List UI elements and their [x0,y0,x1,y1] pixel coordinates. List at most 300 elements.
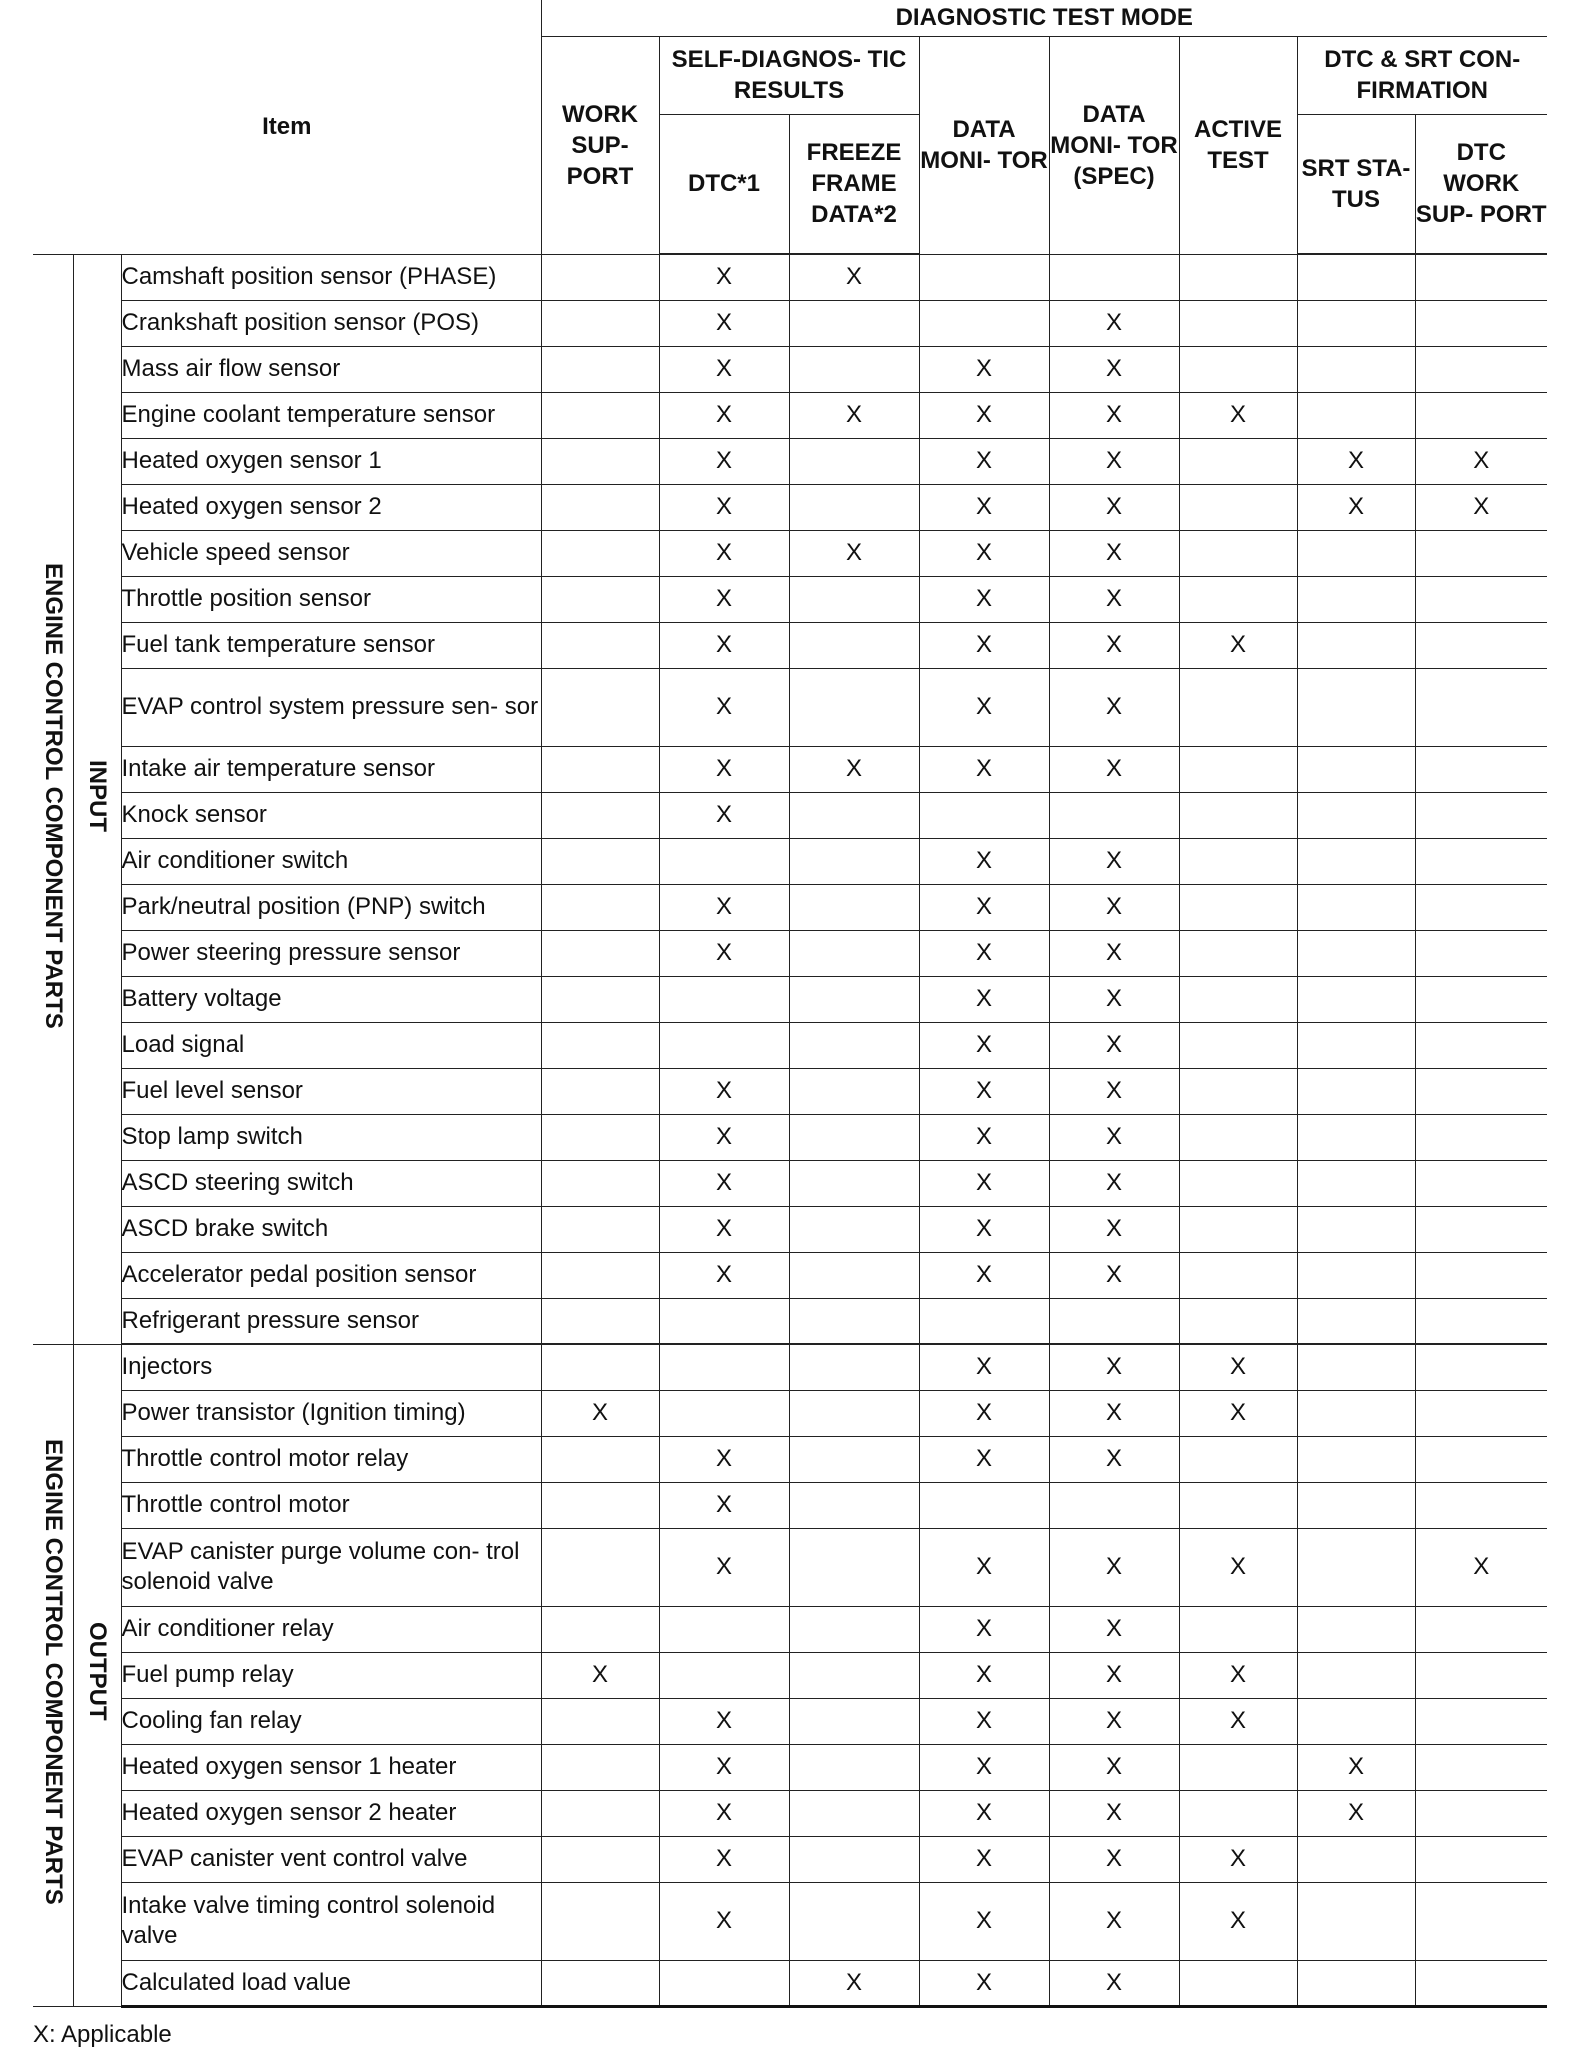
applicable-mark: X [541,1652,659,1698]
item-name: Fuel tank temperature sensor [121,622,541,668]
item-name: Heated oxygen sensor 1 heater [121,1744,541,1790]
input-section [33,254,1547,1344]
applicable-mark [541,1790,659,1836]
applicable-mark: X [919,976,1049,1022]
input-row [33,1252,1547,1298]
applicable-mark [1297,1068,1415,1114]
applicable-mark [1179,484,1297,530]
applicable-mark [1297,1298,1415,1344]
applicable-mark [541,346,659,392]
applicable-mark [541,1960,659,2006]
applicable-mark: X [919,438,1049,484]
applicable-mark [541,1344,659,1390]
applicable-mark [1049,254,1179,300]
applicable-mark: X [919,576,1049,622]
applicable-mark [659,976,789,1022]
diagnostic-test-mode-header: DIAGNOSTIC TEST MODE [541,0,1547,36]
input-row [33,300,1547,346]
applicable-mark [1415,300,1547,346]
item-name: Throttle position sensor [121,576,541,622]
applicable-mark [1179,1252,1297,1298]
applicable-mark: X [1415,484,1547,530]
applicable-mark [1415,1960,1547,2006]
applicable-mark: X [659,930,789,976]
applicable-mark [1297,1344,1415,1390]
applicable-mark: X [919,1698,1049,1744]
applicable-mark [541,254,659,300]
applicable-mark [1179,438,1297,484]
applicable-mark [541,576,659,622]
applicable-mark [789,1606,919,1652]
applicable-mark [919,1482,1049,1528]
input-row [33,438,1547,484]
applicable-mark [789,1528,919,1606]
item-name: Battery voltage [121,976,541,1022]
item-name: Air conditioner relay [121,1606,541,1652]
applicable-mark: X [1049,1206,1179,1252]
applicable-mark: X [789,1960,919,2006]
applicable-mark [541,1114,659,1160]
applicable-mark [1297,668,1415,746]
applicable-mark: X [1179,392,1297,438]
item-name: Stop lamp switch [121,1114,541,1160]
applicable-mark: X [1049,346,1179,392]
applicable-mark [789,930,919,976]
applicable-mark [659,1606,789,1652]
srt-status-header: SRT STA- TUS [1297,114,1415,254]
applicable-mark [1179,576,1297,622]
applicable-mark [789,346,919,392]
item-name: Heated oxygen sensor 2 heater [121,1790,541,1836]
applicable-mark: X [1049,1790,1179,1836]
applicable-mark [1297,746,1415,792]
applicable-mark [1179,1744,1297,1790]
applicable-mark: X [659,484,789,530]
applicable-mark [1415,1344,1547,1390]
applicable-mark: X [659,668,789,746]
applicable-mark: X [1179,1390,1297,1436]
item-name: Fuel pump relay [121,1652,541,1698]
applicable-mark [659,1390,789,1436]
output-row [33,1698,1547,1744]
applicable-mark [1297,884,1415,930]
applicable-mark: X [659,1114,789,1160]
applicable-mark [541,884,659,930]
applicable-mark [541,1698,659,1744]
applicable-mark [1297,976,1415,1022]
input-row [33,930,1547,976]
applicable-mark [659,1344,789,1390]
applicable-mark [1179,530,1297,576]
output-row [33,1652,1547,1698]
applicable-mark [541,668,659,746]
applicable-mark [1049,792,1179,838]
applicable-mark [1297,576,1415,622]
input-row [33,1114,1547,1160]
applicable-mark: X [1049,438,1179,484]
input-row [33,1022,1547,1068]
applicable-mark [1049,1482,1179,1528]
work-support-header: WORK SUP- PORT [541,36,659,254]
applicable-mark: X [1049,1252,1179,1298]
input-row [33,622,1547,668]
applicable-mark: X [1049,1744,1179,1790]
applicable-mark: X [919,1022,1049,1068]
input-row [33,392,1547,438]
item-name: Throttle control motor [121,1482,541,1528]
applicable-mark [1415,1206,1547,1252]
diagnostic-mode-table [33,0,1547,2008]
applicable-mark [1179,838,1297,884]
applicable-mark: X [1049,576,1179,622]
applicable-mark: X [1049,484,1179,530]
applicable-mark [1297,1698,1415,1744]
input-row [33,254,1547,300]
applicable-mark [1297,392,1415,438]
applicable-mark [541,1436,659,1482]
applicable-mark [1179,746,1297,792]
applicable-mark: X [1049,622,1179,668]
applicable-mark: X [919,1652,1049,1698]
applicable-mark: X [1179,1836,1297,1882]
applicable-mark [1297,300,1415,346]
applicable-mark [1297,1390,1415,1436]
applicable-mark [789,976,919,1022]
applicable-mark [1179,1206,1297,1252]
applicable-mark [1415,838,1547,884]
applicable-mark [1415,1114,1547,1160]
applicable-mark [1297,1206,1415,1252]
applicable-mark [541,1068,659,1114]
applicable-mark [1415,392,1547,438]
applicable-mark [1179,1298,1297,1344]
applicable-mark: X [659,576,789,622]
applicable-mark: X [659,1436,789,1482]
applicable-mark [1415,530,1547,576]
parts-group-text: ENGINE CONTROL COMPONENT PARTS [39,1438,67,1905]
applicable-mark [1179,1790,1297,1836]
item-name: Park/neutral position (PNP) switch [121,884,541,930]
applicable-mark [1297,1436,1415,1482]
applicable-mark [659,838,789,884]
applicable-mark [541,1606,659,1652]
self-diagnostic-results-header: SELF-DIAGNOS- TIC RESULTS [659,36,919,114]
output-row [33,1744,1547,1790]
item-name: EVAP canister vent control valve [121,1836,541,1882]
applicable-mark [541,622,659,668]
applicable-mark [541,838,659,884]
input-row [33,1160,1547,1206]
output-row [33,1790,1547,1836]
active-test-header: ACTIVE TEST [1179,36,1297,254]
applicable-mark [1415,668,1547,746]
applicable-mark: X [919,1528,1049,1606]
applicable-mark: X [919,1882,1049,1960]
parts-group-text: ENGINE CONTROL COMPONENT PARTS [39,562,67,1029]
applicable-mark: X [1297,438,1415,484]
applicable-mark: X [659,1206,789,1252]
applicable-mark: X [1049,668,1179,746]
applicable-mark [541,1482,659,1528]
applicable-mark [1297,622,1415,668]
item-name: Fuel level sensor [121,1068,541,1114]
applicable-mark: X [919,1252,1049,1298]
applicable-mark [789,438,919,484]
applicable-mark: X [919,930,1049,976]
applicable-mark [1179,1482,1297,1528]
applicable-mark [1415,746,1547,792]
applicable-mark [1415,622,1547,668]
applicable-mark: X [919,1436,1049,1482]
applicable-mark [919,792,1049,838]
applicable-mark [1415,792,1547,838]
applicable-mark: X [659,438,789,484]
item-header: Item [33,0,541,254]
applicable-mark [541,392,659,438]
dtc-srt-confirmation-header: DTC & SRT CON- FIRMATION [1297,36,1547,114]
applicable-mark [789,1652,919,1698]
applicable-mark [789,1252,919,1298]
applicable-mark [541,1252,659,1298]
applicable-mark [1297,1960,1415,2006]
applicable-mark: X [659,792,789,838]
applicable-mark: X [1049,530,1179,576]
applicable-mark: X [1049,300,1179,346]
applicable-mark: X [1049,1528,1179,1606]
applicable-mark [789,1298,919,1344]
applicable-mark [1297,1606,1415,1652]
output-row [33,1390,1547,1436]
item-name: Intake valve timing control solenoid valve [121,1882,541,1960]
applicable-mark: X [1049,1836,1179,1882]
input-group-text: INPUT [84,759,111,832]
item-name: Engine coolant temperature sensor [121,392,541,438]
output-row [33,1836,1547,1882]
applicable-mark: X [659,1744,789,1790]
applicable-mark: X [1297,484,1415,530]
applicable-mark [789,1344,919,1390]
applicable-mark [789,484,919,530]
applicable-mark [1415,1482,1547,1528]
applicable-mark [1415,1744,1547,1790]
applicable-mark: X [1049,1114,1179,1160]
applicable-mark: X [1049,1960,1179,2006]
applicable-mark: X [919,1206,1049,1252]
applicable-mark: X [789,254,919,300]
applicable-mark: X [1049,930,1179,976]
applicable-mark [1297,254,1415,300]
applicable-mark: X [919,1836,1049,1882]
applicable-mark [1297,1114,1415,1160]
applicable-mark [541,930,659,976]
applicable-mark [919,1298,1049,1344]
applicable-mark [1297,1252,1415,1298]
applicable-mark: X [1415,1528,1547,1606]
applicable-mark [1179,1606,1297,1652]
applicable-mark: X [1049,1652,1179,1698]
applicable-mark [1179,1160,1297,1206]
applicable-mark [541,1882,659,1960]
applicable-mark [1415,976,1547,1022]
input-row [33,746,1547,792]
applicable-mark [1415,1436,1547,1482]
applicable-mark [1415,346,1547,392]
data-monitor-spec-header: DATA MONI- TOR (SPEC) [1049,36,1179,254]
applicable-mark: X [919,1160,1049,1206]
applicable-mark: X [919,622,1049,668]
applicable-mark: X [659,346,789,392]
applicable-mark [1415,1390,1547,1436]
applicable-mark [1415,930,1547,976]
applicable-mark [541,1836,659,1882]
input-row [33,792,1547,838]
applicable-mark [1415,1252,1547,1298]
applicable-mark: X [789,392,919,438]
input-row [33,838,1547,884]
applicable-mark: X [1049,838,1179,884]
applicable-mark: X [1049,1882,1179,1960]
applicable-mark: X [919,530,1049,576]
applicable-mark: X [1049,884,1179,930]
applicable-mark [659,1960,789,2006]
applicable-mark [541,1528,659,1606]
output-row [33,1606,1547,1652]
item-name: Heated oxygen sensor 2 [121,484,541,530]
applicable-mark [1415,1790,1547,1836]
applicable-mark [1179,1114,1297,1160]
applicable-mark [1179,1436,1297,1482]
applicable-mark [541,300,659,346]
applicable-mark: X [1049,392,1179,438]
applicable-mark: X [1049,1022,1179,1068]
applicable-mark [1179,792,1297,838]
applicable-mark: X [1049,1606,1179,1652]
item-name: Air conditioner switch [121,838,541,884]
applicable-mark: X [919,1390,1049,1436]
applicable-mark: X [1179,1698,1297,1744]
applicable-mark [1297,1482,1415,1528]
output-row [33,1344,1547,1390]
applicable-mark: X [1297,1790,1415,1836]
applicable-mark [1297,1836,1415,1882]
applicable-mark [919,254,1049,300]
applicable-mark [1297,346,1415,392]
parts-group-label [33,254,73,1344]
applicable-mark [541,438,659,484]
item-name: Cooling fan relay [121,1698,541,1744]
applicable-mark [789,1882,919,1960]
item-name: Calculated load value [121,1960,541,2006]
applicable-mark: X [659,1698,789,1744]
input-row [33,1298,1547,1344]
applicable-mark: X [659,1790,789,1836]
applicable-mark: X [659,1160,789,1206]
item-name: ASCD steering switch [121,1160,541,1206]
applicable-mark: X [919,884,1049,930]
item-name: Throttle control motor relay [121,1436,541,1482]
item-name: Accelerator pedal position sensor [121,1252,541,1298]
applicable-mark [1297,1160,1415,1206]
input-row [33,530,1547,576]
applicable-mark [789,300,919,346]
applicable-mark: X [1179,1652,1297,1698]
applicable-mark [789,668,919,746]
applicable-mark [1297,1652,1415,1698]
input-row [33,668,1547,746]
applicable-mark: X [1179,622,1297,668]
applicable-mark: X [919,1114,1049,1160]
input-group-label [73,254,121,1344]
applicable-mark: X [659,746,789,792]
legend-note: X: Applicable [33,2021,172,2048]
applicable-mark [1297,1022,1415,1068]
applicable-mark: X [919,838,1049,884]
applicable-mark: X [659,530,789,576]
applicable-mark: X [919,1344,1049,1390]
applicable-mark: X [919,1790,1049,1836]
applicable-mark [541,1298,659,1344]
input-row [33,484,1547,530]
applicable-mark: X [659,392,789,438]
output-row [33,1960,1547,2006]
applicable-mark: X [1049,1436,1179,1482]
applicable-mark: X [1049,1698,1179,1744]
applicable-mark [789,1482,919,1528]
item-name: Power steering pressure sensor [121,930,541,976]
dtc-work-support-header: DTC WORK SUP- PORT [1415,114,1547,254]
data-monitor-header: DATA MONI- TOR [919,36,1049,254]
applicable-mark [1179,884,1297,930]
applicable-mark [789,884,919,930]
output-row [33,1436,1547,1482]
applicable-mark [789,1068,919,1114]
item-name: ASCD brake switch [121,1206,541,1252]
input-row [33,576,1547,622]
output-row [33,1528,1547,1606]
applicable-mark [1179,1960,1297,2006]
applicable-mark [541,1160,659,1206]
input-row [33,884,1547,930]
applicable-mark [1415,1698,1547,1744]
applicable-mark [541,484,659,530]
applicable-mark [1415,1882,1547,1960]
applicable-mark: X [919,484,1049,530]
applicable-mark [1415,1298,1547,1344]
applicable-mark: X [1049,746,1179,792]
item-name: Intake air temperature sensor [121,746,541,792]
applicable-mark [1179,254,1297,300]
item-name: Power transistor (Ignition timing) [121,1390,541,1436]
applicable-mark: X [1049,1160,1179,1206]
applicable-mark: X [1049,976,1179,1022]
applicable-mark [1179,1068,1297,1114]
applicable-mark [541,1022,659,1068]
applicable-mark [789,1698,919,1744]
applicable-mark [1179,300,1297,346]
applicable-mark: X [659,884,789,930]
parts-group-label [33,1344,73,2006]
applicable-mark [789,622,919,668]
input-row [33,1068,1547,1114]
applicable-mark [789,1744,919,1790]
input-row [33,976,1547,1022]
output-section [33,1344,1547,2006]
applicable-mark: X [659,1836,789,1882]
output-group-label [73,1344,121,2006]
applicable-mark [1179,976,1297,1022]
applicable-mark [541,530,659,576]
applicable-mark [541,1744,659,1790]
